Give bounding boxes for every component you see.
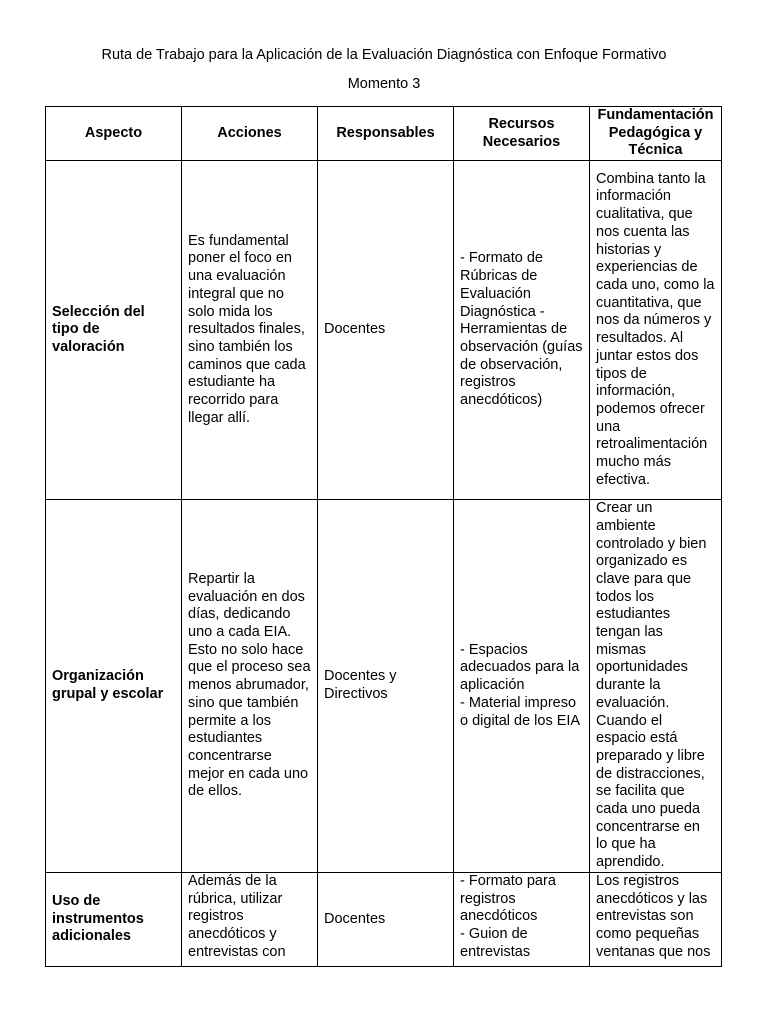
cell-responsables: Docentes	[318, 161, 454, 500]
recursos-line: - Guion de entrevistas	[460, 925, 531, 960]
work-route-table	[45, 106, 722, 967]
document-subtitle: Momento 3	[347, 76, 421, 92]
document-title: Ruta de Trabajo para la Aplicación de la Evaluación Diagnóstica con Enfoque Formativo	[101, 47, 667, 63]
cell-aspecto: Organización grupal y escolar	[46, 500, 182, 873]
cell-fundamentacion: Crear un ambiente controlado y bien organizado es clave para que todos los estudiantes tengan las mismas oportunidades durante la evaluación. Cuando el espacio está preparado y libre de distracciones, se facilita que cada uno pueda concentrarse en lo que ha aprendido.	[590, 500, 722, 873]
cell-aspecto: Uso de instrumentos adicionales	[46, 872, 182, 966]
table-row	[46, 500, 722, 873]
cell-recursos	[454, 500, 590, 873]
cell-acciones: Es fundamental poner el foco en una evaluación integral que no solo mida los resultados finales, sino también los caminos que cada estudiante ha recorrido para llegar allí.	[182, 161, 318, 500]
cell-recursos	[454, 872, 590, 966]
cell-acciones	[182, 872, 318, 966]
recursos-list	[460, 873, 583, 965]
cell-aspecto: Selección del tipo de valoración	[46, 161, 182, 500]
cell-fundamentacion	[590, 872, 722, 966]
header-recursos: Recursos Necesarios	[454, 107, 590, 161]
recursos-line: - Formato para registros anecdóticos	[460, 872, 556, 925]
header-acciones: Acciones	[182, 107, 318, 161]
cell-responsables: Docentes y Directivos	[318, 500, 454, 873]
header-aspecto: Aspecto	[46, 107, 182, 161]
table-row	[46, 872, 722, 966]
cell-responsables: Docentes	[318, 872, 454, 966]
table-header-row	[46, 107, 722, 161]
header-fundamentacion: Fundamentación Pedagógica y Técnica	[590, 107, 722, 161]
cell-acciones: Repartir la evaluación en dos días, dedicando uno a cada EIA. Esto no solo hace que el proceso sea menos abrumador, sino que también permite a los estudiantes concentrarse mejor en cada uno de ellos.	[182, 500, 318, 873]
recursos-line: - Espacios adecuados para la aplicación	[460, 641, 580, 694]
cell-acciones-text: Además de la rúbrica, utilizar registros anecdóticos y entrevistas con	[188, 872, 286, 960]
recursos-line: - Material impreso o digital de los EIA	[460, 694, 581, 729]
table-row	[46, 161, 722, 500]
header-responsables: Responsables	[318, 107, 454, 161]
cell-fundamentacion: Combina tanto la información cualitativa, que nos cuenta las historias y experiencias de cada uno, como la cuantitativa, que nos da números y resultados. Al juntar estos dos tipos de información, podemos ofrecer una retroalimentación mucho más efectiva.	[590, 161, 722, 500]
cell-fundamentacion-text: Los registros anecdóticos y las entrevistas son como pequeñas ventanas que nos	[596, 872, 711, 960]
cell-recursos: - Formato de Rúbricas de Evaluación Diagnóstica - Herramientas de observación (guías de observación, registros anecdóticos)	[454, 161, 590, 500]
